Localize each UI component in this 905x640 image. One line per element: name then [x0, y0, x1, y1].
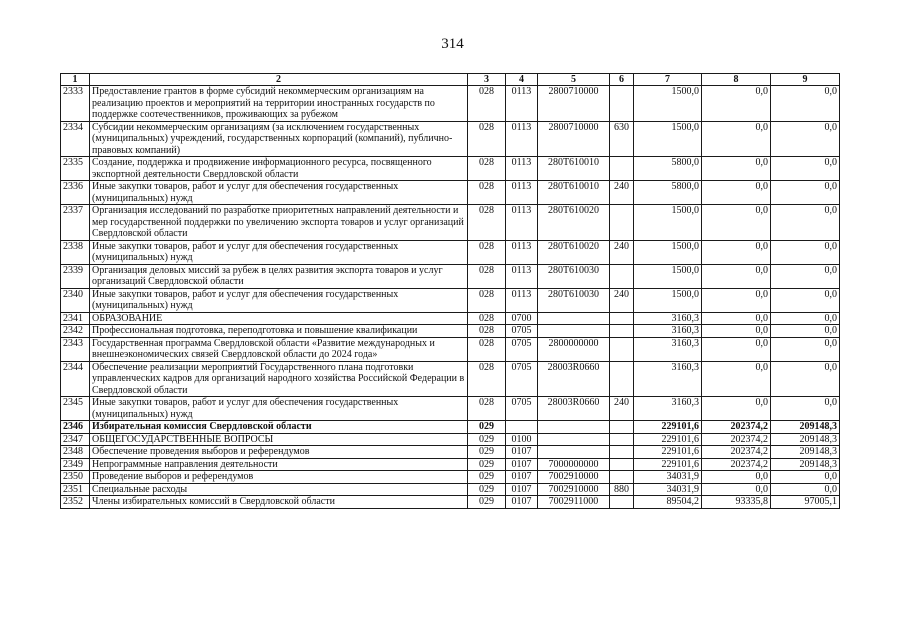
section-code-cell: 0705 — [506, 361, 538, 397]
section-code-cell: 0700 — [506, 312, 538, 325]
row-number-cell: 2334 — [61, 121, 90, 157]
amount-year2-cell: 202374,2 — [702, 433, 771, 446]
chapter-code-cell: 028 — [468, 240, 506, 264]
row-name-cell: Проведение выборов и референдумов — [90, 471, 468, 484]
expense-type-cell: 880 — [610, 483, 634, 496]
amount-year1-cell: 3160,3 — [634, 337, 702, 361]
amount-year1-cell: 3160,3 — [634, 325, 702, 338]
row-name-cell: Специальные расходы — [90, 483, 468, 496]
target-article-cell: 7002910000 — [538, 471, 610, 484]
amount-year1-cell: 229101,6 — [634, 458, 702, 471]
section-code-cell: 0113 — [506, 288, 538, 312]
header-row — [61, 74, 840, 86]
row-number-cell: 2346 — [61, 421, 90, 434]
target-article-cell — [538, 433, 610, 446]
expense-type-cell — [610, 325, 634, 338]
expense-type-cell — [610, 433, 634, 446]
row-name-cell: Избирательная комиссия Свердловской области — [90, 421, 468, 434]
chapter-code-cell: 028 — [468, 86, 506, 122]
amount-year2-cell: 0,0 — [702, 240, 771, 264]
amount-year3-cell: 0,0 — [771, 157, 840, 181]
amount-year2-cell: 202374,2 — [702, 421, 771, 434]
amount-year2-cell: 0,0 — [702, 264, 771, 288]
row-number-cell: 2333 — [61, 86, 90, 122]
target-article-cell — [538, 325, 610, 338]
table-row — [61, 361, 840, 397]
amount-year1-cell: 34031,9 — [634, 483, 702, 496]
table-row — [61, 496, 840, 509]
chapter-code-cell: 028 — [468, 121, 506, 157]
row-number-cell: 2336 — [61, 181, 90, 205]
amount-year1-cell: 34031,9 — [634, 471, 702, 484]
table-row — [61, 121, 840, 157]
row-name-cell: Профессиональная подготовка, переподготовка и повышение квалификации — [90, 325, 468, 338]
row-name-cell: Обеспечение проведения выборов и референдумов — [90, 446, 468, 459]
section-code-cell — [506, 421, 538, 434]
amount-year3-cell: 0,0 — [771, 325, 840, 338]
row-name-cell: Организация исследований по разработке приоритетных направлений деятельности и мер государственной поддержки по увеличению экспорта товаров и услуг организаций Свердловской области — [90, 205, 468, 241]
expense-type-cell — [610, 496, 634, 509]
table-row — [61, 240, 840, 264]
section-code-cell: 0107 — [506, 446, 538, 459]
amount-year3-cell: 0,0 — [771, 240, 840, 264]
expense-type-cell — [610, 471, 634, 484]
amount-year3-cell: 0,0 — [771, 312, 840, 325]
amount-year3-cell: 0,0 — [771, 264, 840, 288]
table-row — [61, 421, 840, 434]
target-article-cell: 2800710000 — [538, 86, 610, 122]
section-code-cell: 0113 — [506, 205, 538, 241]
amount-year2-cell: 0,0 — [702, 181, 771, 205]
amount-year3-cell: 0,0 — [771, 181, 840, 205]
expense-type-cell — [610, 157, 634, 181]
expense-type-cell: 240 — [610, 181, 634, 205]
amount-year2-cell: 202374,2 — [702, 446, 771, 459]
chapter-code-cell: 029 — [468, 458, 506, 471]
target-article-cell: 280Т610030 — [538, 288, 610, 312]
amount-year1-cell: 5800,0 — [634, 181, 702, 205]
amount-year2-cell: 0,0 — [702, 471, 771, 484]
header-cell: 2 — [90, 74, 468, 86]
table-row — [61, 446, 840, 459]
amount-year3-cell: 209148,3 — [771, 446, 840, 459]
page-number: 314 — [441, 36, 464, 52]
section-code-cell: 0107 — [506, 483, 538, 496]
chapter-code-cell: 029 — [468, 446, 506, 459]
expense-type-cell: 630 — [610, 121, 634, 157]
amount-year2-cell: 93335,8 — [702, 496, 771, 509]
amount-year2-cell: 0,0 — [702, 483, 771, 496]
row-name-cell: Государственная программа Свердловской области «Развитие международных и внешнеэкономических связей Свердловской области до 2024 года» — [90, 337, 468, 361]
row-number-cell: 2335 — [61, 157, 90, 181]
section-code-cell: 0705 — [506, 337, 538, 361]
amount-year2-cell: 0,0 — [702, 397, 771, 421]
section-code-cell: 0107 — [506, 471, 538, 484]
section-code-cell: 0113 — [506, 264, 538, 288]
chapter-code-cell: 028 — [468, 157, 506, 181]
amount-year3-cell: 0,0 — [771, 361, 840, 397]
amount-year3-cell: 0,0 — [771, 288, 840, 312]
amount-year3-cell: 0,0 — [771, 483, 840, 496]
header-cell: 7 — [634, 74, 702, 86]
section-code-cell: 0113 — [506, 181, 538, 205]
amount-year1-cell: 1500,0 — [634, 264, 702, 288]
target-article-cell: 28003R0660 — [538, 361, 610, 397]
table-row — [61, 471, 840, 484]
header-cell: 4 — [506, 74, 538, 86]
section-code-cell: 0113 — [506, 157, 538, 181]
row-number-cell: 2352 — [61, 496, 90, 509]
amount-year1-cell: 1500,0 — [634, 205, 702, 241]
amount-year2-cell: 202374,2 — [702, 458, 771, 471]
chapter-code-cell: 029 — [468, 496, 506, 509]
expense-type-cell: 240 — [610, 397, 634, 421]
amount-year1-cell: 229101,6 — [634, 446, 702, 459]
amount-year1-cell: 3160,3 — [634, 397, 702, 421]
amount-year2-cell: 0,0 — [702, 205, 771, 241]
row-name-cell: ОБРАЗОВАНИЕ — [90, 312, 468, 325]
amount-year1-cell: 3160,3 — [634, 312, 702, 325]
row-name-cell: Иные закупки товаров, работ и услуг для обеспечения государственных (муниципальных) нужд — [90, 397, 468, 421]
amount-year1-cell: 229101,6 — [634, 433, 702, 446]
chapter-code-cell: 028 — [468, 312, 506, 325]
header-cell: 1 — [61, 74, 90, 86]
chapter-code-cell: 028 — [468, 181, 506, 205]
chapter-code-cell: 029 — [468, 421, 506, 434]
amount-year1-cell: 5800,0 — [634, 157, 702, 181]
table-row — [61, 397, 840, 421]
amount-year2-cell: 0,0 — [702, 86, 771, 122]
amount-year3-cell: 0,0 — [771, 471, 840, 484]
table-body — [61, 86, 840, 509]
section-code-cell: 0100 — [506, 433, 538, 446]
expense-type-cell: 240 — [610, 240, 634, 264]
amount-year2-cell: 0,0 — [702, 312, 771, 325]
chapter-code-cell: 028 — [468, 288, 506, 312]
chapter-code-cell: 028 — [468, 205, 506, 241]
chapter-code-cell: 028 — [468, 397, 506, 421]
section-code-cell: 0107 — [506, 496, 538, 509]
amount-year1-cell: 1500,0 — [634, 86, 702, 122]
row-name-cell: Иные закупки товаров, работ и услуг для обеспечения государственных (муниципальных) нужд — [90, 240, 468, 264]
table-row — [61, 157, 840, 181]
row-number-cell: 2349 — [61, 458, 90, 471]
amount-year1-cell: 1500,0 — [634, 288, 702, 312]
amount-year3-cell: 0,0 — [771, 86, 840, 122]
section-code-cell: 0113 — [506, 240, 538, 264]
chapter-code-cell: 029 — [468, 433, 506, 446]
expense-type-cell — [610, 446, 634, 459]
chapter-code-cell: 028 — [468, 337, 506, 361]
row-name-cell: Иные закупки товаров, работ и услуг для обеспечения государственных (муниципальных) нужд — [90, 181, 468, 205]
table-row — [61, 264, 840, 288]
section-code-cell: 0113 — [506, 86, 538, 122]
chapter-code-cell: 029 — [468, 471, 506, 484]
amount-year1-cell: 1500,0 — [634, 240, 702, 264]
header-cell: 9 — [771, 74, 840, 86]
chapter-code-cell: 028 — [468, 325, 506, 338]
amount-year2-cell: 0,0 — [702, 157, 771, 181]
chapter-code-cell: 028 — [468, 361, 506, 397]
expense-type-cell — [610, 458, 634, 471]
row-number-cell: 2347 — [61, 433, 90, 446]
table-row — [61, 205, 840, 241]
amount-year3-cell: 0,0 — [771, 337, 840, 361]
row-number-cell: 2348 — [61, 446, 90, 459]
amount-year3-cell: 0,0 — [771, 121, 840, 157]
target-article-cell: 280Т610010 — [538, 181, 610, 205]
expense-type-cell — [610, 86, 634, 122]
amount-year1-cell: 3160,3 — [634, 361, 702, 397]
section-code-cell: 0705 — [506, 397, 538, 421]
target-article-cell: 280Т610030 — [538, 264, 610, 288]
amount-year2-cell: 0,0 — [702, 288, 771, 312]
target-article-cell — [538, 421, 610, 434]
target-article-cell: 28003R0660 — [538, 397, 610, 421]
row-number-cell: 2345 — [61, 397, 90, 421]
row-number-cell: 2351 — [61, 483, 90, 496]
table-row — [61, 337, 840, 361]
row-number-cell: 2340 — [61, 288, 90, 312]
row-name-cell: ОБЩЕГОСУДАРСТВЕННЫЕ ВОПРОСЫ — [90, 433, 468, 446]
amount-year2-cell: 0,0 — [702, 337, 771, 361]
amount-year2-cell: 0,0 — [702, 361, 771, 397]
section-code-cell: 0107 — [506, 458, 538, 471]
table-row — [61, 181, 840, 205]
amount-year3-cell: 97005,1 — [771, 496, 840, 509]
expense-type-cell — [610, 312, 634, 325]
budget-table — [60, 73, 840, 509]
amount-year3-cell: 209148,3 — [771, 433, 840, 446]
chapter-code-cell: 028 — [468, 264, 506, 288]
target-article-cell — [538, 446, 610, 459]
header-cell: 8 — [702, 74, 771, 86]
amount-year2-cell: 0,0 — [702, 121, 771, 157]
amount-year1-cell: 89504,2 — [634, 496, 702, 509]
row-name-cell: Организация деловых миссий за рубеж в целях развития экспорта товаров и услуг организаций Свердловской области — [90, 264, 468, 288]
row-number-cell: 2337 — [61, 205, 90, 241]
target-article-cell: 280Т610020 — [538, 205, 610, 241]
row-number-cell: 2342 — [61, 325, 90, 338]
row-name-cell: Иные закупки товаров, работ и услуг для обеспечения государственных (муниципальных) нужд — [90, 288, 468, 312]
header-cell: 6 — [610, 74, 634, 86]
row-number-cell: 2344 — [61, 361, 90, 397]
expense-type-cell — [610, 361, 634, 397]
expense-type-cell: 240 — [610, 288, 634, 312]
expense-type-cell — [610, 205, 634, 241]
table-row — [61, 288, 840, 312]
row-name-cell: Обеспечение реализации мероприятий Государственного плана подготовки управленческих кадров для организаций народного хозяйства Российской Федерации в Свердловской области — [90, 361, 468, 397]
row-number-cell: 2338 — [61, 240, 90, 264]
target-article-cell — [538, 312, 610, 325]
target-article-cell: 280Т610010 — [538, 157, 610, 181]
row-number-cell: 2343 — [61, 337, 90, 361]
amount-year3-cell: 0,0 — [771, 397, 840, 421]
header-cell: 3 — [468, 74, 506, 86]
table-row — [61, 86, 840, 122]
section-code-cell: 0113 — [506, 121, 538, 157]
amount-year2-cell: 0,0 — [702, 325, 771, 338]
row-name-cell: Члены избирательных комиссий в Свердловской области — [90, 496, 468, 509]
table-row — [61, 325, 840, 338]
target-article-cell: 7000000000 — [538, 458, 610, 471]
target-article-cell: 2800710000 — [538, 121, 610, 157]
target-article-cell: 7002910000 — [538, 483, 610, 496]
target-article-cell: 2800000000 — [538, 337, 610, 361]
header-cell: 5 — [538, 74, 610, 86]
amount-year1-cell: 229101,6 — [634, 421, 702, 434]
table-row — [61, 483, 840, 496]
row-name-cell: Непрограммные направления деятельности — [90, 458, 468, 471]
amount-year3-cell: 209148,3 — [771, 458, 840, 471]
chapter-code-cell: 029 — [468, 483, 506, 496]
amount-year3-cell: 0,0 — [771, 205, 840, 241]
table-row — [61, 312, 840, 325]
expense-type-cell — [610, 264, 634, 288]
expense-type-cell — [610, 337, 634, 361]
row-name-cell: Субсидии некоммерческим организациям (за исключением государственных (муниципальных) учреждений, государственных корпораций (компаний), публично-правовых компаний) — [90, 121, 468, 157]
row-number-cell: 2341 — [61, 312, 90, 325]
section-code-cell: 0705 — [506, 325, 538, 338]
target-article-cell: 280Т610020 — [538, 240, 610, 264]
table-row — [61, 433, 840, 446]
amount-year1-cell: 1500,0 — [634, 121, 702, 157]
row-number-cell: 2350 — [61, 471, 90, 484]
row-number-cell: 2339 — [61, 264, 90, 288]
expense-type-cell — [610, 421, 634, 434]
table-row — [61, 458, 840, 471]
amount-year3-cell: 209148,3 — [771, 421, 840, 434]
target-article-cell: 7002911000 — [538, 496, 610, 509]
row-name-cell: Предоставление грантов в форме субсидий некоммерческим организациям на реализацию проектов и мероприятий на территории иностранных государств по поддержке соотечественников, проживающих за рубежом — [90, 86, 468, 122]
row-name-cell: Создание, поддержка и продвижение информационного ресурса, посвященного экспортной деятельности Свердловской области — [90, 157, 468, 181]
